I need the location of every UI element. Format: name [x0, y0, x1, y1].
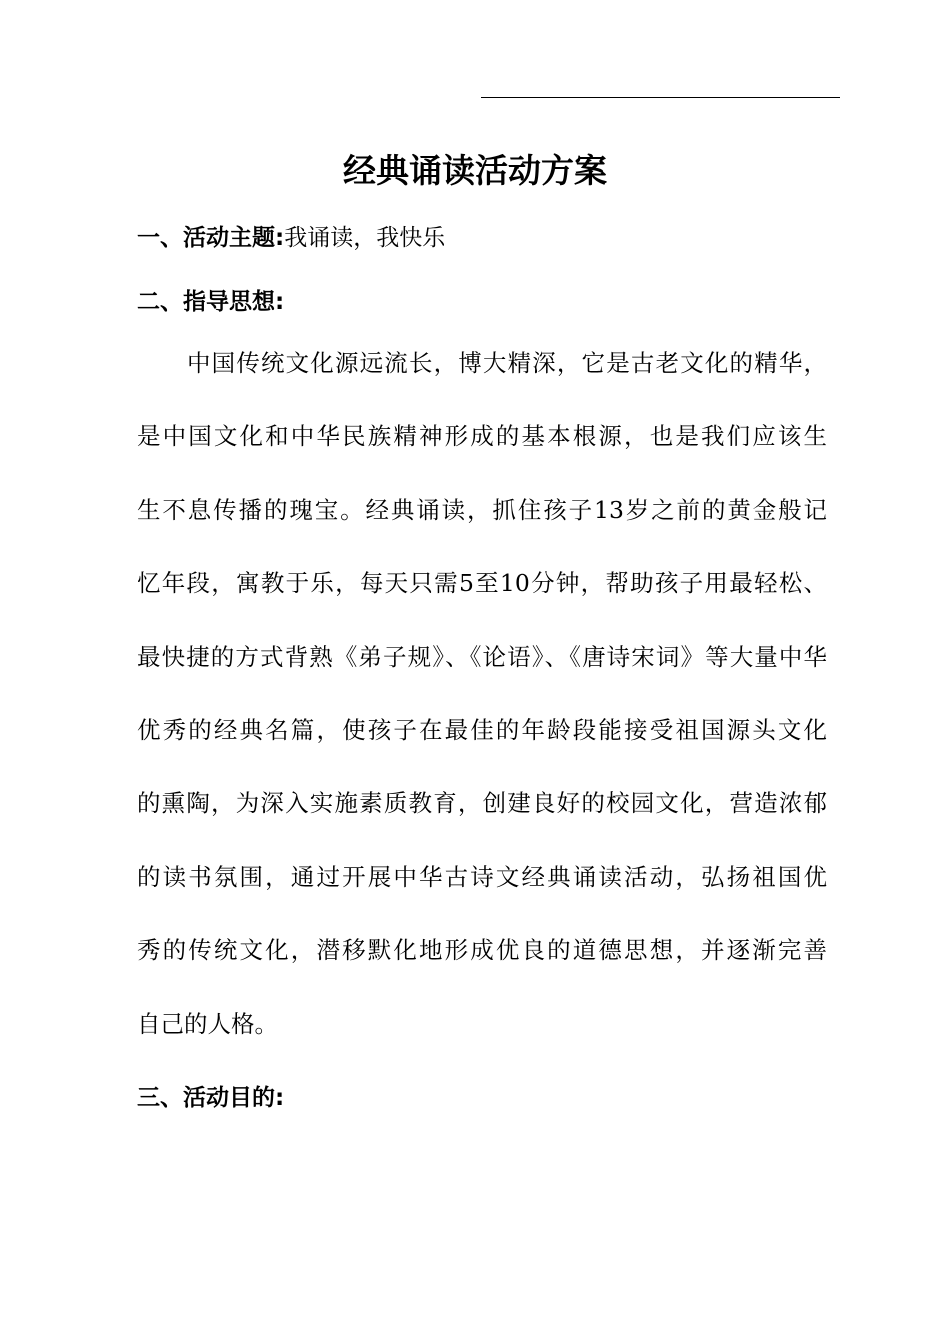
paragraph-line: 自己的人格。 [137, 1009, 278, 1038]
section-theme [137, 220, 827, 256]
section-purpose [137, 1080, 827, 1116]
paragraph-line: 的读书氛围，通过开展中华古诗文经典诵读活动，弘扬祖国优 [137, 862, 827, 891]
header-rule [481, 97, 840, 98]
paragraph-line: 的熏陶，为深入实施素质教育，创建良好的校园文化，营造浓郁 [137, 789, 827, 818]
paragraph-line: 生不息传播的瑰宝。经典诵读，抓住孩子13岁之前的黄金般记 [137, 495, 827, 524]
section-purpose-label: 三、活动目的: [137, 1085, 285, 1111]
paragraph-line: 秀的传统文化，潜移默化地形成优良的道德思想，并逐渐完善 [137, 936, 827, 965]
section-theme-value: 我诵读，我快乐 [284, 225, 446, 251]
section-theme-label: 一、活动主题: [137, 225, 285, 251]
document-title: 经典诵读活动方案 [343, 151, 607, 190]
paragraph-line: 忆年段，寓教于乐，每天只需5至10分钟，帮助孩子用最轻松、 [137, 569, 827, 598]
paragraph-line: 最快捷的方式背熟《弟子规》、《论语》、《唐诗宋词》等大量中华 [137, 642, 827, 671]
paragraph-line: 中国传统文化源远流长，博大精深，它是古老文化的精华， [187, 349, 827, 377]
paragraph-line: 是中国文化和中华民族精神形成的基本根源，也是我们应该生 [137, 422, 827, 451]
section-guiding-thought [137, 284, 827, 320]
guiding-thought-paragraph [137, 339, 827, 1073]
paragraph-line: 优秀的经典名篇，使孩子在最佳的年龄段能接受祖国源头文化 [137, 715, 827, 744]
section-guiding-thought-label: 二、指导思想: [137, 289, 285, 315]
